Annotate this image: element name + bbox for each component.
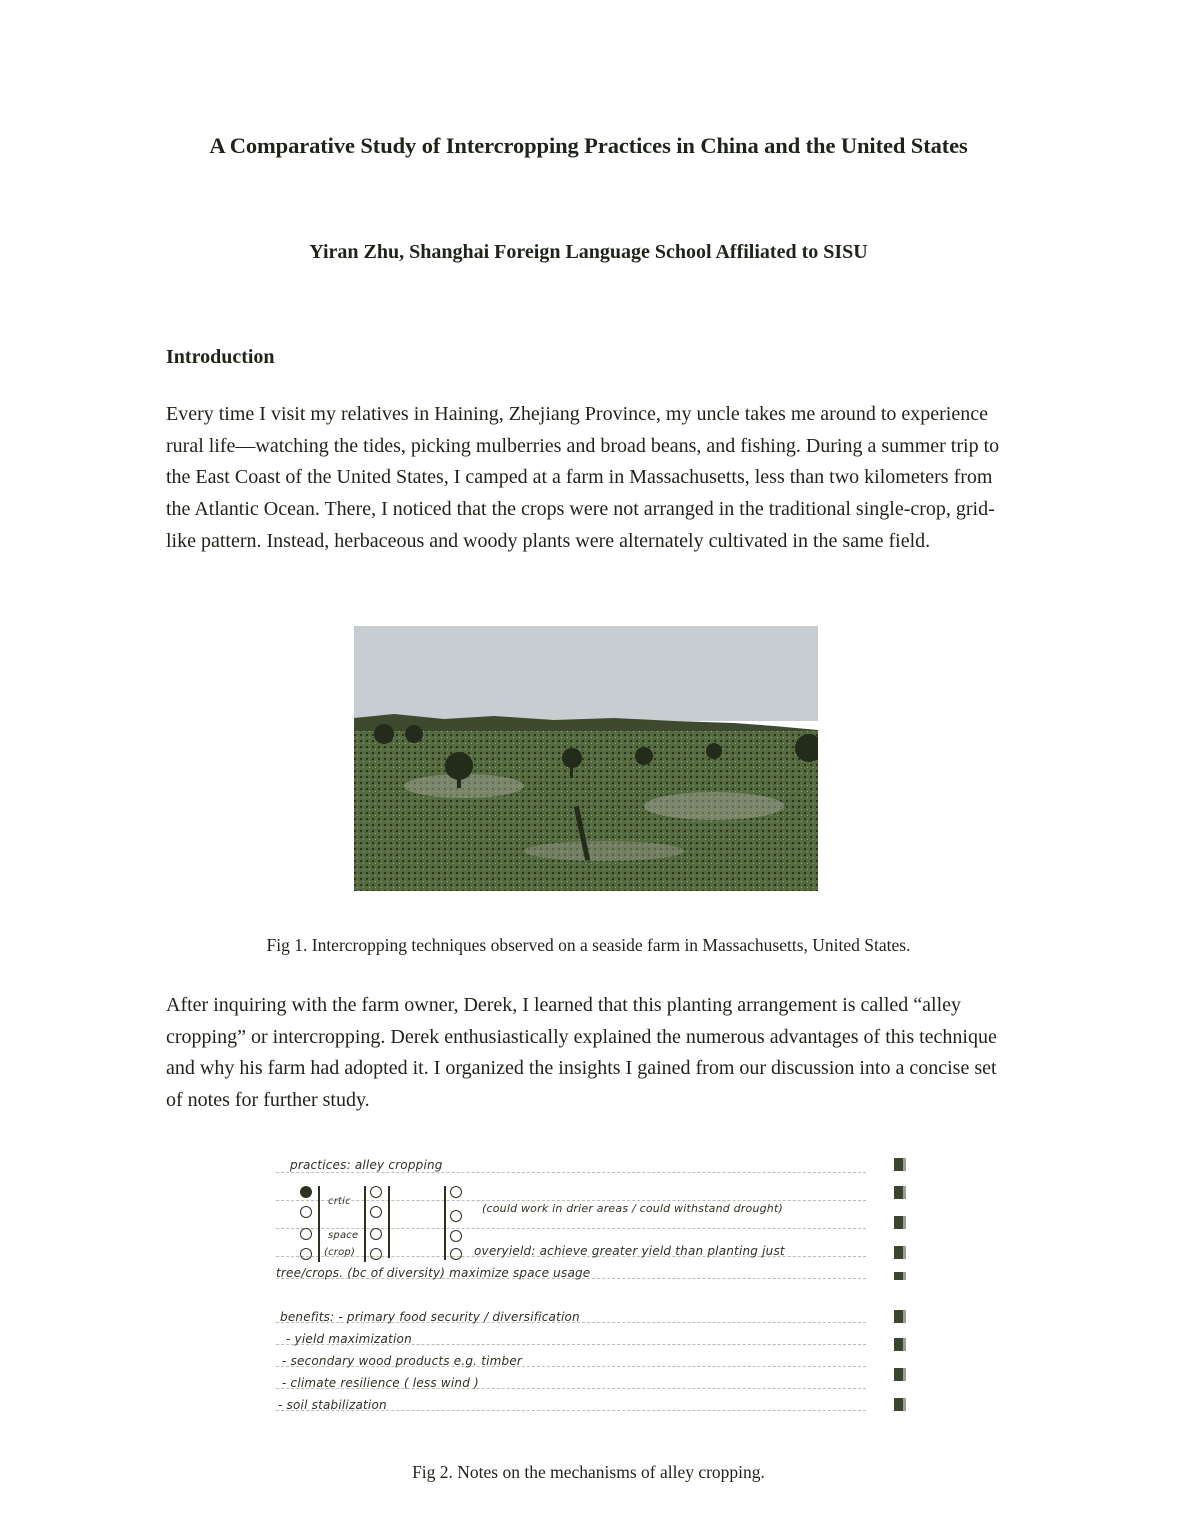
notebook-binder-ring-icon bbox=[894, 1216, 906, 1229]
figure-2-handwritten-notes bbox=[268, 1150, 918, 1420]
notes-benefit: - climate resilience ( less wind ) bbox=[282, 1376, 479, 1390]
tree-circle-icon bbox=[300, 1186, 312, 1198]
tree-circle-icon bbox=[450, 1248, 462, 1260]
notebook-binder-ring-icon bbox=[894, 1368, 906, 1381]
figure-2-caption: Fig 2. Notes on the mechanisms of alley cropping. bbox=[412, 1462, 765, 1482]
notes-label-space: space bbox=[328, 1230, 359, 1241]
notes-benefit: - yield maximization bbox=[286, 1332, 412, 1346]
ruled-line bbox=[276, 1172, 866, 1173]
paper-title: A Comparative Study of Intercropping Practices in China and the United States bbox=[209, 133, 968, 158]
photo-sky bbox=[354, 626, 818, 721]
notebook-binder-ring-icon bbox=[894, 1398, 906, 1411]
figure-1-farm-photo bbox=[354, 626, 818, 891]
crop-row-divider bbox=[364, 1186, 366, 1262]
notebook-binder-ring-icon bbox=[894, 1246, 906, 1259]
notebook-binder-ring-icon bbox=[894, 1310, 906, 1323]
notes-benefit: - soil stabilization bbox=[278, 1398, 387, 1412]
notes-drought: (could work in drier areas / could withstand drought) bbox=[482, 1202, 783, 1215]
crop-row-divider bbox=[318, 1186, 320, 1262]
crop-row-divider bbox=[444, 1186, 446, 1260]
tree-circle-icon bbox=[450, 1210, 462, 1222]
tree-circle-icon bbox=[370, 1206, 382, 1218]
notebook-binder-ring-icon bbox=[894, 1338, 906, 1351]
notes-overyield: overyield: achieve greater yield than planting just bbox=[474, 1244, 785, 1258]
author-line: Yiran Zhu, Shanghai Foreign Language School Affiliated to SISU bbox=[309, 241, 868, 263]
notebook-binder-ring-icon bbox=[894, 1158, 906, 1171]
tree-circle-icon bbox=[370, 1248, 382, 1260]
section-heading-introduction: Introduction bbox=[166, 346, 275, 368]
notebook-binder-ring-icon bbox=[894, 1272, 906, 1280]
farm-photo-image bbox=[354, 626, 818, 891]
tree-circle-icon bbox=[370, 1228, 382, 1240]
crop-row-divider bbox=[388, 1186, 390, 1258]
notes-practices: practices: alley cropping bbox=[290, 1158, 443, 1172]
notes-benefit: benefits: - primary food security / diversification bbox=[280, 1310, 580, 1324]
notes-benefit: - secondary wood products e.g. timber bbox=[282, 1354, 523, 1368]
tree-circle-icon bbox=[450, 1230, 462, 1242]
figure-1-caption: Fig 1. Intercropping techniques observed on a seaside farm in Massachusetts, United States. bbox=[266, 935, 911, 955]
intro-paragraph-1: Every time I visit my relatives in Haining, Zhejiang Province, my uncle takes me around to experience rural life—watching the tides, picking mulberries and broad beans, and fishing. During a summer trip to the East Coast of the United States, I camped at a farm in Massachusetts, less than two kilometers from the Atlantic Ocean. There, I noticed that the crops were not arranged in the traditional single-crop, grid-like pattern. Instead, herbaceous and woody plants were alternately cultivated in the same field. bbox=[166, 403, 1000, 552]
notebook-binder-ring-icon bbox=[894, 1186, 906, 1199]
tree-circle-icon bbox=[370, 1186, 382, 1198]
notes-label-critic: crtic bbox=[328, 1196, 351, 1207]
tree-circle-icon bbox=[300, 1228, 312, 1240]
notes-diversity: tree/crops. (bc of diversity) maximize space usage bbox=[276, 1266, 591, 1280]
tree-circle-icon bbox=[300, 1206, 312, 1218]
intro-paragraph-2: After inquiring with the farm owner, Derek, I learned that this planting arrangement is called “alley cropping” or intercropping. Derek enthusiastically explained the numerous advantages of this technique and why his farm had adopted it. I organized the insights I gained from our discussion into a concise set of notes for further study. bbox=[166, 994, 997, 1112]
tree-circle-icon bbox=[450, 1186, 462, 1198]
tree-circle-icon bbox=[300, 1248, 312, 1260]
notes-label-crop: (crop) bbox=[324, 1247, 356, 1258]
